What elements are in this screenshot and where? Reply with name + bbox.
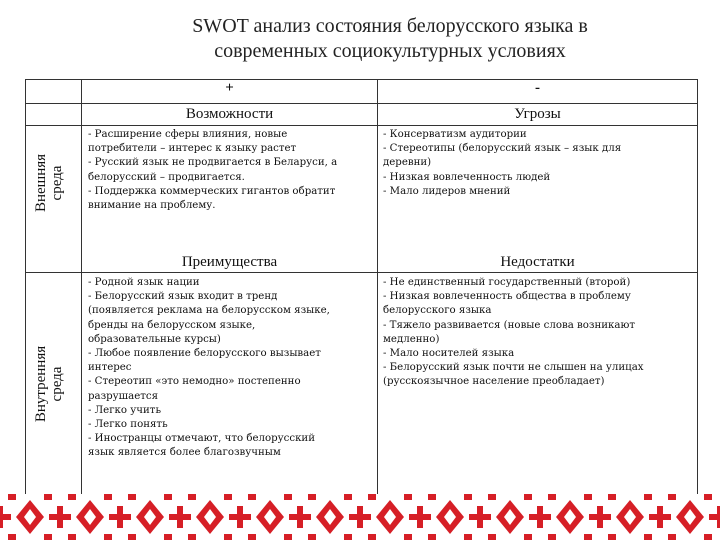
ornament-step <box>224 494 232 500</box>
ornament-step <box>68 494 76 500</box>
ornament-step <box>128 534 136 540</box>
ornament-step <box>428 494 436 500</box>
ornament-step <box>68 534 76 540</box>
ornament-step <box>368 534 376 540</box>
ornament-step <box>224 534 232 540</box>
ornament-step <box>344 494 352 500</box>
table-line <box>25 125 698 126</box>
weaknesses-header: Недостатки <box>500 254 575 270</box>
strengths-header: Преимущества <box>181 254 278 270</box>
ornament-step <box>404 494 412 500</box>
ornament-step <box>428 534 436 540</box>
plus-sign: + <box>225 80 234 96</box>
opportunities-cell: - Расширение сферы влияния, новые потребители – интерес к языку растет - Русский язык не продвигается в Беларуси, а белорусский – продвигается. - Поддержка коммерческих гигантов обратит внимание на проблему. <box>88 129 338 212</box>
strengths-cell: - Родной язык нации - Белорусский язык входит в тренд (появляется реклама на белорусском языке, бренды на белорусском языке, образовательные курсы) - Любое появление белорусского вызывает интерес - Стереотип «это немодно» постепенно разрушается - Легко учить - Легко понять - Иностранцы отмечают, что белорусский язык является более благозвучным <box>88 277 330 459</box>
ornament-step <box>44 494 52 500</box>
ornament-step <box>164 494 172 500</box>
row-label-external: Внешняя среда <box>33 153 65 213</box>
table-line <box>697 79 698 496</box>
ornament-step <box>548 494 556 500</box>
ornament-step <box>188 494 196 500</box>
ornament-step <box>404 534 412 540</box>
ornament-step <box>248 534 256 540</box>
ornament-step <box>188 534 196 540</box>
ornament-step <box>308 494 316 500</box>
page-title: SWOT анализ состояния белорусского языка в современных социокультурных условиях <box>192 15 588 62</box>
table-line <box>25 272 698 273</box>
ornament-step <box>668 534 676 540</box>
weaknesses-cell: - Не единственный государственный (второй) - Низкая вовлеченность общества в проблему белорусского языка - Тяжело развивается (новые слова возникают медленно) - Мало носителей языка - Белорусский язык почти не слышен на улицах (русскоязычное население преобладает) <box>383 277 644 388</box>
ornament-step <box>8 534 16 540</box>
table-line <box>81 79 82 496</box>
ornament-step <box>464 494 472 500</box>
ornament-step <box>524 534 532 540</box>
ornament-step <box>608 494 616 500</box>
ornament-step <box>668 494 676 500</box>
ornament-step <box>608 534 616 540</box>
table-line <box>377 79 378 496</box>
ornament-step <box>164 534 172 540</box>
ornament-step <box>584 534 592 540</box>
threats-cell: - Консерватизм аудитории - Стереотипы (белорусский язык – язык для деревни) - Низкая вовлеченность людей - Мало лидеров мнений <box>383 129 622 197</box>
row-label-internal: Внутренняя среда <box>33 345 65 423</box>
ornament-step <box>488 534 496 540</box>
ornament-step <box>524 494 532 500</box>
opportunities-header: Возможности <box>185 106 274 122</box>
ornament-step <box>644 494 652 500</box>
ornament-step <box>44 534 52 540</box>
ornament-step <box>308 534 316 540</box>
ornament-band <box>0 494 720 540</box>
ornament-step <box>704 534 712 540</box>
ornament-step <box>104 534 112 540</box>
ornament-step <box>488 494 496 500</box>
ornament-step <box>284 534 292 540</box>
table-line <box>25 103 698 104</box>
ornament-step <box>584 494 592 500</box>
ornament-step <box>464 534 472 540</box>
ornament-step <box>548 534 556 540</box>
ornament-step <box>704 494 712 500</box>
ornament-step <box>368 494 376 500</box>
minus-sign: - <box>535 80 540 96</box>
ornament-step <box>128 494 136 500</box>
ornament-step <box>284 494 292 500</box>
ornament-step <box>248 494 256 500</box>
table-line <box>25 79 26 496</box>
threats-header: Угрозы <box>514 106 561 122</box>
ornament-step <box>644 534 652 540</box>
ornament-step <box>8 494 16 500</box>
ornament-step <box>104 494 112 500</box>
ornament-step <box>344 534 352 540</box>
